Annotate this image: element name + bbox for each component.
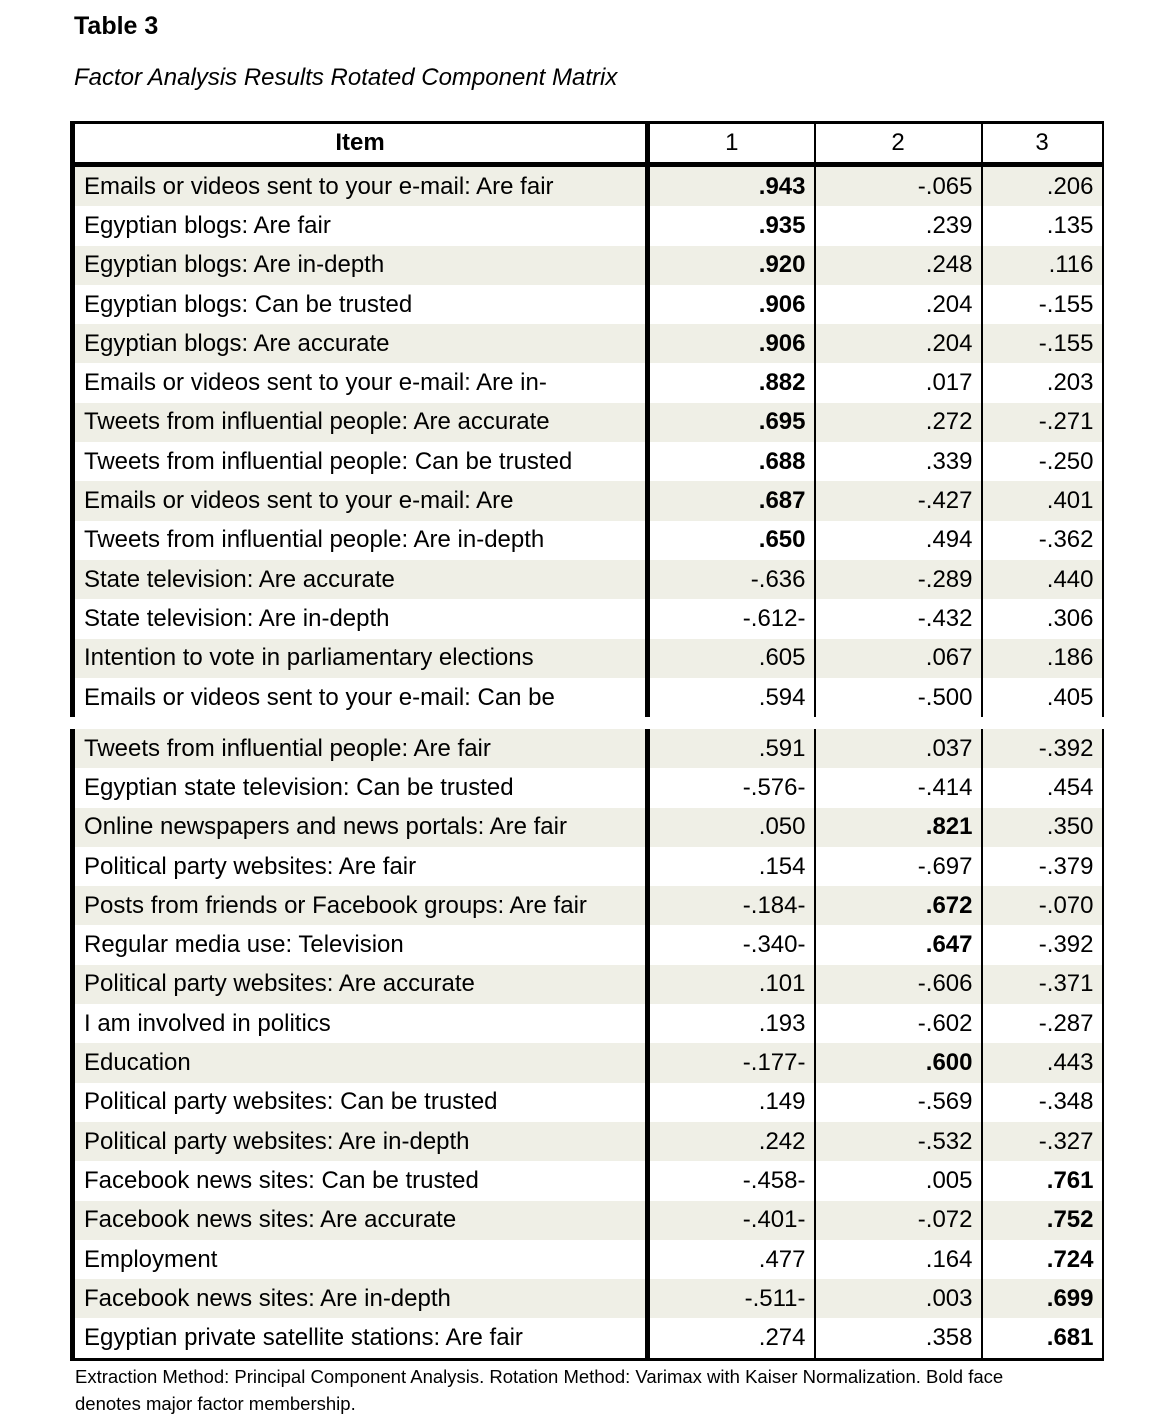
loading-component-1: .935 <box>648 206 815 245</box>
table-row <box>73 442 1103 481</box>
table-row <box>73 1201 1103 1240</box>
item-cell: Facebook news sites: Are in-depth <box>73 1279 648 1318</box>
loading-component-2: .005 <box>815 1161 982 1200</box>
loading-component-3: .186 <box>982 639 1103 678</box>
loading-component-2: .204 <box>815 324 982 363</box>
loading-component-2: .821 <box>815 808 982 847</box>
table-row <box>73 847 1103 886</box>
loading-component-3: -.392 <box>982 925 1103 964</box>
loading-component-1: -.576- <box>648 768 815 807</box>
item-cell: Facebook news sites: Can be trusted <box>73 1161 648 1200</box>
loading-component-1: .274 <box>648 1318 815 1359</box>
loading-component-1: -.401- <box>648 1201 815 1240</box>
loading-component-3: .443 <box>982 1043 1103 1082</box>
loading-component-2: .067 <box>815 639 982 678</box>
table-subtitle: Factor Analysis Results Rotated Component Matrix <box>74 64 618 91</box>
table-row <box>73 206 1103 245</box>
loading-component-1: -.458- <box>648 1161 815 1200</box>
item-cell: Egyptian blogs: Are accurate <box>73 324 648 363</box>
loading-component-1: .050 <box>648 808 815 847</box>
header-component-2: 2 <box>815 123 982 165</box>
loading-component-1: .650 <box>648 521 815 560</box>
header-item: Item <box>73 123 648 165</box>
loading-component-1: .193 <box>648 1004 815 1043</box>
table-row <box>73 925 1103 964</box>
loading-component-2: -.414 <box>815 768 982 807</box>
loading-component-2: .204 <box>815 285 982 324</box>
loading-component-3: -.155 <box>982 285 1103 324</box>
loading-component-3: -.327 <box>982 1122 1103 1161</box>
loading-component-3: -.287 <box>982 1004 1103 1043</box>
item-cell: Facebook news sites: Are accurate <box>73 1201 648 1240</box>
table-row <box>73 1083 1103 1122</box>
item-cell: Emails or videos sent to your e-mail: Are <box>73 481 648 520</box>
header-component-1: 1 <box>648 123 815 165</box>
loading-component-1: .591 <box>648 729 815 768</box>
loading-component-3: -.362 <box>982 521 1103 560</box>
loading-component-2: -.500 <box>815 678 982 717</box>
table-row <box>73 285 1103 324</box>
table-row <box>73 1240 1103 1279</box>
table-row <box>73 1004 1103 1043</box>
component-matrix-part-1 <box>70 121 1104 717</box>
item-cell: Tweets from influential people: Are in-depth <box>73 521 648 560</box>
item-cell: State television: Are in-depth <box>73 599 648 638</box>
loading-component-2: .600 <box>815 1043 982 1082</box>
table-row <box>73 1161 1103 1200</box>
item-cell: Posts from friends or Facebook groups: Are fair <box>73 886 648 925</box>
loading-component-1: .688 <box>648 442 815 481</box>
table-row <box>73 678 1103 717</box>
item-cell: Online newspapers and news portals: Are fair <box>73 808 648 847</box>
loading-component-3: .135 <box>982 206 1103 245</box>
header-row <box>73 123 1103 165</box>
table-row <box>73 481 1103 520</box>
loading-component-2: -.432 <box>815 599 982 638</box>
item-cell: Emails or videos sent to your e-mail: Are fair <box>73 165 648 207</box>
loading-component-3: -.379 <box>982 847 1103 886</box>
loading-component-3: -.250 <box>982 442 1103 481</box>
table-row <box>73 768 1103 807</box>
loading-component-2: -.065 <box>815 165 982 207</box>
table-note: Extraction Method: Principal Component Analysis. Rotation Method: Varimax with Kaiser Normalization. Bold face denotes major factor membership. <box>75 1366 1004 1414</box>
table-row <box>73 965 1103 1004</box>
loading-component-3: -.070 <box>982 886 1103 925</box>
loading-component-1: .906 <box>648 285 815 324</box>
item-cell: Egyptian blogs: Are fair <box>73 206 648 245</box>
loading-component-2: .017 <box>815 363 982 402</box>
loading-component-1: .906 <box>648 324 815 363</box>
loading-component-1: .943 <box>648 165 815 207</box>
item-cell: Regular media use: Television <box>73 925 648 964</box>
item-cell: Egyptian private satellite stations: Are fair <box>73 1318 648 1359</box>
table-row <box>73 521 1103 560</box>
item-cell: Tweets from influential people: Are fair <box>73 729 648 768</box>
item-cell: Egyptian blogs: Can be trusted <box>73 285 648 324</box>
item-cell: Political party websites: Can be trusted <box>73 1083 648 1122</box>
loading-component-1: .695 <box>648 403 815 442</box>
loading-component-2: .239 <box>815 206 982 245</box>
loading-component-1: -.177- <box>648 1043 815 1082</box>
loading-component-3: .752 <box>982 1201 1103 1240</box>
loading-component-2: .164 <box>815 1240 982 1279</box>
table-title: Table 3 <box>74 12 159 40</box>
loading-component-1: -.636 <box>648 560 815 599</box>
loading-component-3: .206 <box>982 165 1103 207</box>
table-row <box>73 246 1103 285</box>
loading-component-3: .724 <box>982 1240 1103 1279</box>
item-cell: Egyptian blogs: Are in-depth <box>73 246 648 285</box>
loading-component-3: .405 <box>982 678 1103 717</box>
table-row <box>73 1043 1103 1082</box>
loading-component-3: .203 <box>982 363 1103 402</box>
loading-component-2: -.602 <box>815 1004 982 1043</box>
item-cell: Egyptian state television: Can be trusted <box>73 768 648 807</box>
item-cell: Political party websites: Are accurate <box>73 965 648 1004</box>
item-cell: Political party websites: Are fair <box>73 847 648 886</box>
table-row <box>73 165 1103 207</box>
loading-component-3: -.271 <box>982 403 1103 442</box>
item-cell: Employment <box>73 1240 648 1279</box>
loading-component-1: .594 <box>648 678 815 717</box>
loading-component-1: .882 <box>648 363 815 402</box>
table-row <box>73 1279 1103 1318</box>
loading-component-1: .242 <box>648 1122 815 1161</box>
table-row <box>73 1122 1103 1161</box>
loading-component-2: .672 <box>815 886 982 925</box>
table-row <box>73 808 1103 847</box>
loading-component-2: .037 <box>815 729 982 768</box>
table-row <box>73 886 1103 925</box>
loading-component-1: .149 <box>648 1083 815 1122</box>
loading-component-1: -.340- <box>648 925 815 964</box>
table-row <box>73 729 1103 768</box>
loading-component-1: .920 <box>648 246 815 285</box>
loading-component-1: .154 <box>648 847 815 886</box>
loading-component-3: -.155 <box>982 324 1103 363</box>
loading-component-2: .339 <box>815 442 982 481</box>
loading-component-2: .494 <box>815 521 982 560</box>
loading-component-3: .116 <box>982 246 1103 285</box>
loading-component-1: .605 <box>648 639 815 678</box>
loading-component-3: .761 <box>982 1161 1103 1200</box>
table-row <box>73 1318 1103 1359</box>
loading-component-2: -.697 <box>815 847 982 886</box>
loading-component-3: .681 <box>982 1318 1103 1359</box>
loading-component-1: -.184- <box>648 886 815 925</box>
loading-component-1: -.511- <box>648 1279 815 1318</box>
loading-component-1: .101 <box>648 965 815 1004</box>
item-cell: Tweets from influential people: Can be trusted <box>73 442 648 481</box>
loading-component-1: .687 <box>648 481 815 520</box>
item-cell: Tweets from influential people: Are accurate <box>73 403 648 442</box>
table-row <box>73 560 1103 599</box>
loading-component-1: .477 <box>648 1240 815 1279</box>
loading-component-3: .699 <box>982 1279 1103 1318</box>
loading-component-2: -.532 <box>815 1122 982 1161</box>
loading-component-2: -.289 <box>815 560 982 599</box>
loading-component-2: .358 <box>815 1318 982 1359</box>
component-matrix-part-2 <box>70 729 1104 1361</box>
item-cell: Education <box>73 1043 648 1082</box>
loading-component-3: .306 <box>982 599 1103 638</box>
loading-component-2: -.606 <box>815 965 982 1004</box>
loading-component-2: .272 <box>815 403 982 442</box>
item-cell: Emails or videos sent to your e-mail: Can be <box>73 678 648 717</box>
loading-component-3: .350 <box>982 808 1103 847</box>
loading-component-3: .401 <box>982 481 1103 520</box>
table-row <box>73 403 1103 442</box>
table-row <box>73 324 1103 363</box>
table-row <box>73 599 1103 638</box>
loading-component-3: -.392 <box>982 729 1103 768</box>
loading-component-2: .647 <box>815 925 982 964</box>
table-row <box>73 363 1103 402</box>
loading-component-3: .440 <box>982 560 1103 599</box>
loading-component-2: .248 <box>815 246 982 285</box>
item-cell: Emails or videos sent to your e-mail: Are in- <box>73 363 648 402</box>
loading-component-2: -.569 <box>815 1083 982 1122</box>
header-component-3: 3 <box>982 123 1103 165</box>
loading-component-3: .454 <box>982 768 1103 807</box>
item-cell: I am involved in politics <box>73 1004 648 1043</box>
loading-component-2: -.427 <box>815 481 982 520</box>
item-cell: Intention to vote in parliamentary elections <box>73 639 648 678</box>
loading-component-3: -.371 <box>982 965 1103 1004</box>
item-cell: State television: Are accurate <box>73 560 648 599</box>
item-cell: Political party websites: Are in-depth <box>73 1122 648 1161</box>
table-row <box>73 639 1103 678</box>
loading-component-2: -.072 <box>815 1201 982 1240</box>
loading-component-2: .003 <box>815 1279 982 1318</box>
loading-component-3: -.348 <box>982 1083 1103 1122</box>
loading-component-1: -.612- <box>648 599 815 638</box>
